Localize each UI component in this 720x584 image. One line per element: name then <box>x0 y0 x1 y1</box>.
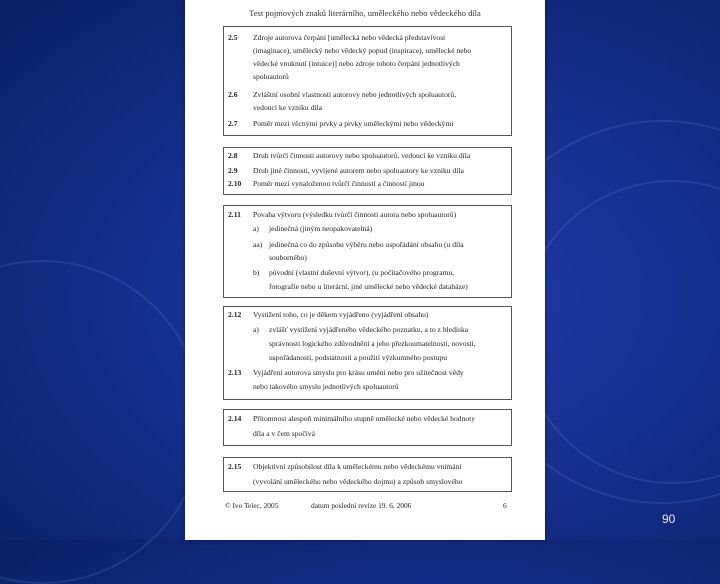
footer-page-number: 6 <box>503 501 507 510</box>
item-number: 2.14 <box>228 414 242 423</box>
item-text: Zdroje autorova čerpání [umělecká nebo vědecká představivost <box>253 33 446 42</box>
item-text: (imaginace), umělecký nebo vědecký popud (inspirace), umělecké nebo <box>253 46 472 55</box>
criteria-box-5 <box>223 409 512 446</box>
item-text: Vystižení toho, co je děkem vyjádřeno (vyjádření obsahu) <box>253 310 429 319</box>
sub-item-letter: aa) <box>253 240 263 249</box>
sub-item-text: jedinečná co do způsobu výběru nebo uspořádání obsahu (u díla <box>269 240 464 249</box>
item-number: 2.15 <box>228 462 242 471</box>
background-swirl <box>0 260 204 584</box>
item-text: Poměr mezi věcnými prvky a prvky uměleckými nebo vědeckými <box>253 119 454 128</box>
item-text: vedoucí ke vzniku díla <box>253 103 322 112</box>
item-text: Vyjádření autorova smyslu pro krásu umění nebo pro užitečnost vědy <box>253 368 464 377</box>
sub-item-letter: a) <box>253 224 259 233</box>
sub-item-text: původní (vlastní duševní výtvor), (u počítačového programu, <box>269 268 455 277</box>
footer-author: © Ivo Telec, 2005 <box>225 501 279 510</box>
item-number: 2.9 <box>228 166 238 175</box>
sub-item-letter: a) <box>253 325 259 334</box>
item-text: Povaha výtvoru (výsledku tvůrčí činnosti autora nebo spoluautorů) <box>253 210 457 219</box>
item-number: 2.11 <box>228 210 241 219</box>
item-text: nebo takového smyslu jednotlivých spoluautorů <box>253 382 399 391</box>
item-text: Přítomnost alespoň minimálního stupně umělecké nebo vědecké hodnoty <box>253 414 476 423</box>
sub-item-text: uspořádanosti, podstatnosti a použití výzkumného postupu <box>269 353 448 362</box>
criteria-box-2 <box>223 147 512 195</box>
item-text: Druh jiné činnosti, vyvíjené autorem nebo spoluautory ke vzniku díla <box>253 166 464 175</box>
document-page <box>185 0 545 540</box>
item-text: Druh tvůrčí činnosti autorovy nebo spoluautorů, vedoucí ke vzniku díla <box>253 151 471 160</box>
item-text: (vyvolání uměleckého nebo vědeckého dojmu) a způsob smyslového <box>253 477 463 486</box>
sub-item-text: jedinečná (jiným neopakovatelná) <box>269 224 373 233</box>
item-text: Poměr mezi vynaloženou tvůrčí činností a činností jinou <box>253 179 425 188</box>
sub-item-text: zvlášť vystižení vyjádřeného vědeckého poznatku, a to z hlediska <box>269 325 469 334</box>
criteria-box-6 <box>223 457 512 492</box>
item-number: 2.6 <box>228 90 238 99</box>
item-text: spoluautorů <box>253 72 289 81</box>
slide-number: 90 <box>662 512 676 526</box>
item-number: 2.10 <box>228 179 242 188</box>
item-text: Objektivní způsobilost díla k uměleckému nebo vědeckému vnímání <box>253 462 462 471</box>
item-number: 2.5 <box>228 33 238 42</box>
item-text: Zvláštní osobní vlastnosti autorovy nebo jednotlivých spoluautorů, <box>253 90 457 99</box>
criteria-box-4 <box>223 306 512 400</box>
document-title: Test pojmových znaků literárního, uměleckého nebo vědeckého díla <box>249 8 481 18</box>
item-text: vědecké vnuknutí (intuice)] nebo zdroje tohoto čerpání jednotlivých <box>253 59 460 68</box>
sub-item-text: souborného) <box>269 253 307 262</box>
item-number: 2.12 <box>228 310 242 319</box>
item-text: díla a v čem spočívá <box>253 429 315 438</box>
sub-item-letter: b) <box>253 268 260 277</box>
item-number: 2.13 <box>228 368 242 377</box>
criteria-box-1 <box>223 26 512 136</box>
criteria-box-3 <box>223 205 512 298</box>
item-number: 2.8 <box>228 151 238 160</box>
footer-revision: datum poslední revize 19. 6. 2006 <box>311 501 412 510</box>
sub-item-text: fotografie nebo u literární, jiné umělecké nebo vědecké databáze) <box>269 282 468 291</box>
item-number: 2.7 <box>228 119 238 128</box>
sub-item-text: správnosti logického zdůvodnění a jeho přezkoumatelnosti, novosti, <box>269 339 476 348</box>
